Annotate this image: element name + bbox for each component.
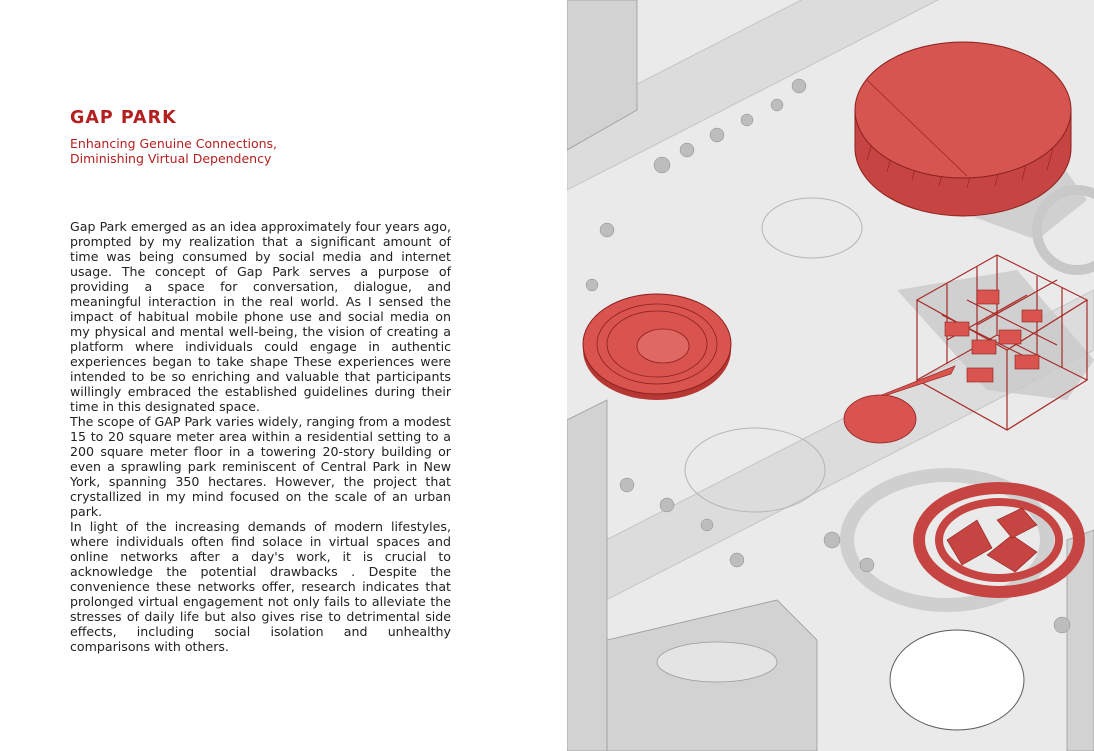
subtitle-line-2: Diminishing Virtual Dependency: [70, 151, 272, 166]
paragraph-context: In light of the increasing demands of modern lifestyles, where individuals often find solace in virtual spaces and online networks after a day's work, it is crucial to acknowledge the potential drawbacks . Despite the convenience these networks offer, research indicates that prolonged virtual engagement not only fails to alleviate the stresses of daily life but also gives rise to detrimental side effects, including social isolation and unhealthy comparisons with others.: [70, 519, 451, 654]
subtitle-line-1: Enhancing Genuine Connections,: [70, 136, 277, 151]
axonometric-illustration: [567, 0, 1094, 751]
white-oval-plaza: [890, 630, 1024, 730]
page-title: GAP PARK: [70, 108, 177, 128]
site-plan-drawing: [567, 0, 1094, 751]
paragraph-scope: The scope of GAP Park varies widely, ranging from a modest 15 to 20 square meter area within a residential setting to a 200 square meter floor in a towering 20-story building or even a sprawling park reminiscent of Central Park in New York, spanning 350 hectares. However, the project that crystallized in my mind focused on the scale of an urban park.: [70, 414, 451, 519]
building-roof-oval: [657, 642, 777, 682]
page-subtitle: [70, 136, 370, 166]
red-drum-pavilion: [855, 42, 1071, 216]
ground-circle-1: [762, 198, 862, 258]
red-ring-pavilion: [583, 294, 731, 400]
red-rings-lower-pavilion: [919, 488, 1079, 592]
paragraph-origin: Gap Park emerged as an idea approximately four years ago, prompted by my realization that a significant amount of time was being consumed by social media and internet usage. The concept of Gap Park serves a purpose of providing a space for conversation, dialogue, and meaningful interaction in the real world. As I sensed the impact of habitual mobile phone use and social media on my physical and mental well-being, the vision of creating a platform where individuals could engage in authentic experiences began to take shape These experiences were intended to be so enriching and valuable that participants willingly embraced the established guidelines during their time in this designated space.: [70, 219, 451, 414]
body-text: [70, 219, 451, 654]
building-left: [567, 400, 607, 751]
